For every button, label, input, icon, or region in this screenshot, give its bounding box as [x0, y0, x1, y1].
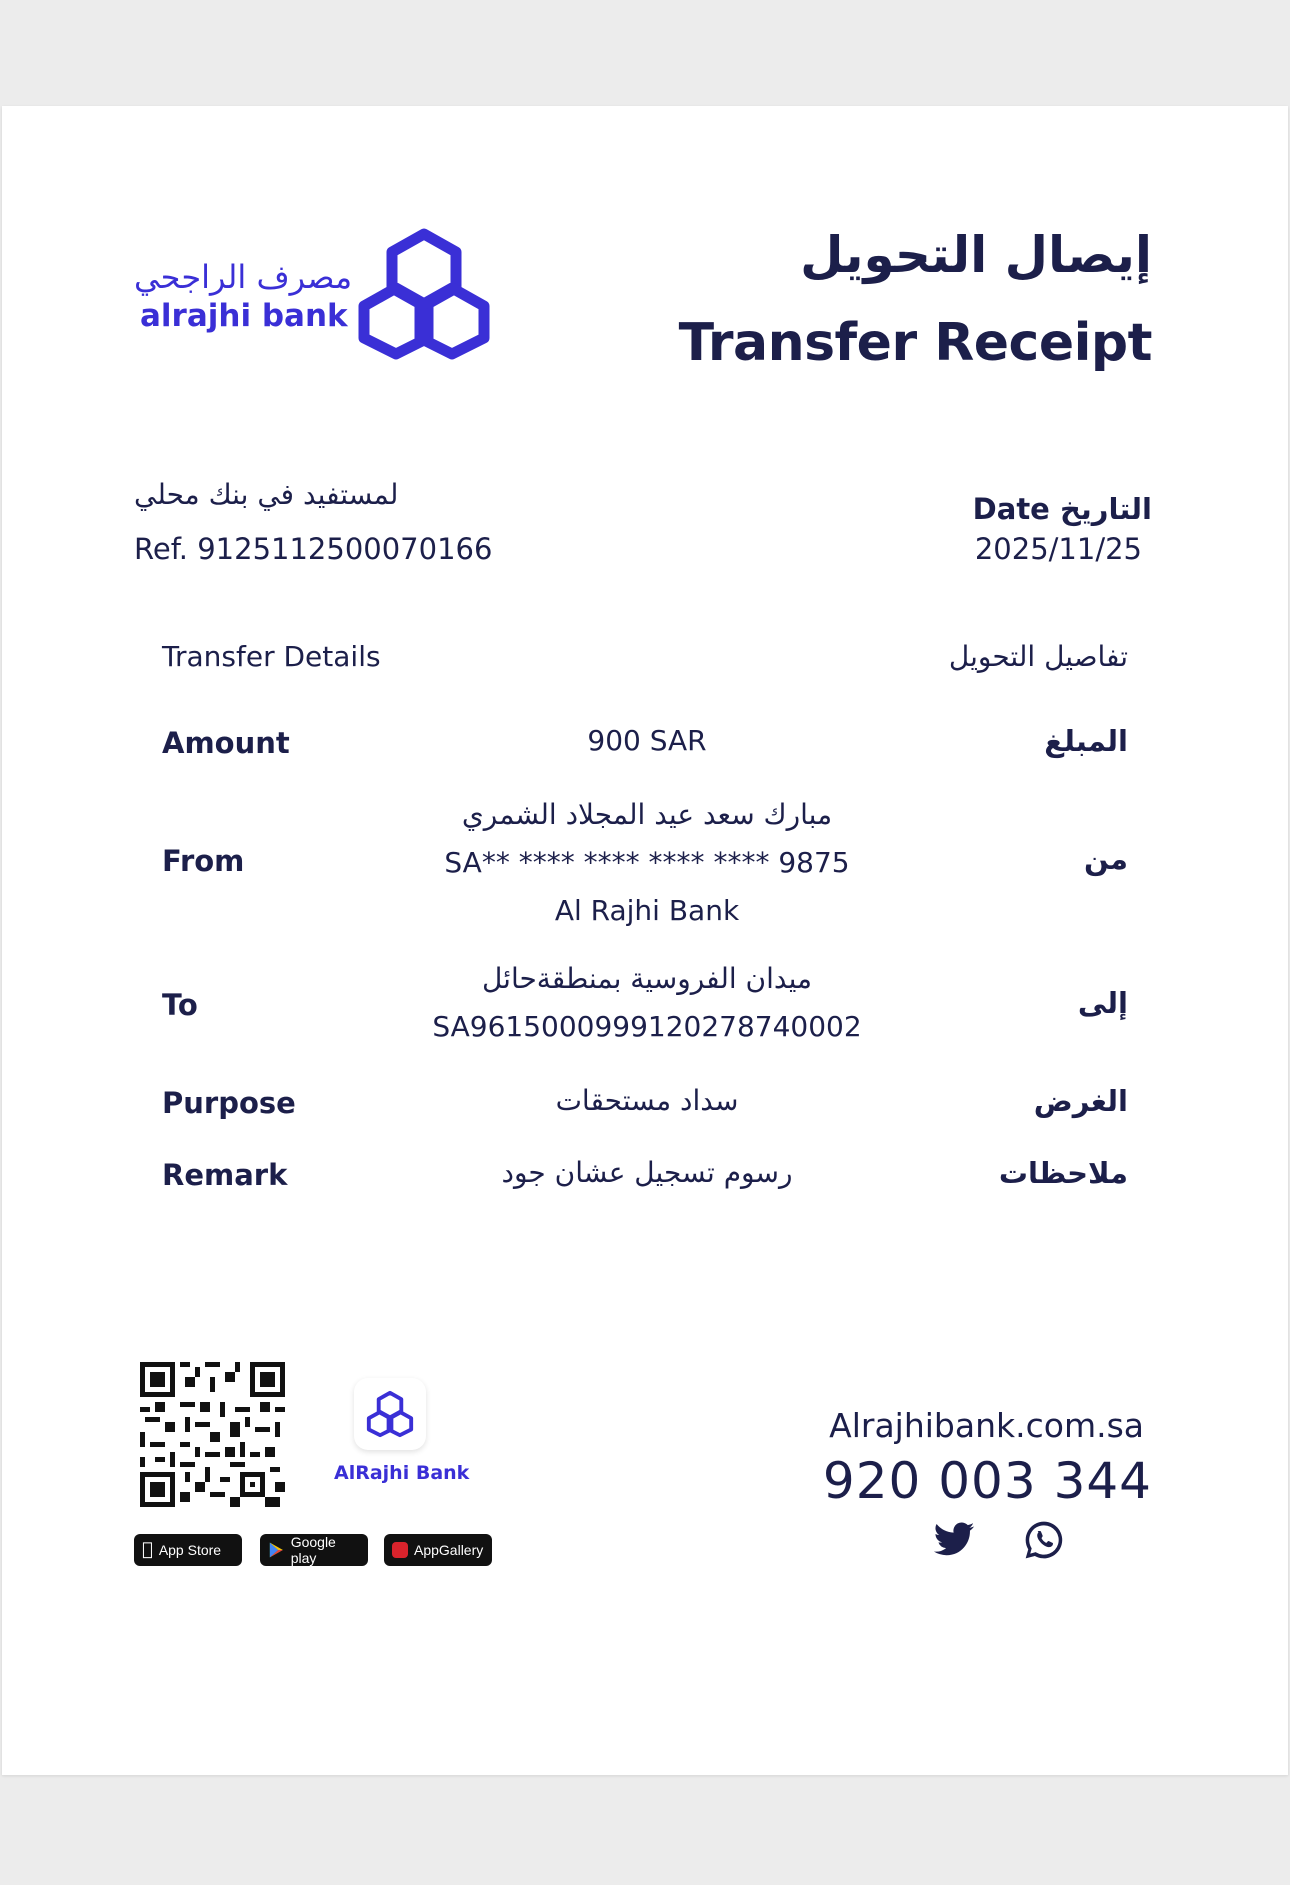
apple-icon [142, 1541, 153, 1559]
receipt-title: Transfer Receipt [678, 313, 1152, 373]
huawei-icon [392, 1542, 408, 1558]
bank-logo-text: alrajhi bank [140, 298, 348, 334]
sender-bank: Al Rajhi Bank [554, 894, 740, 927]
google-play-label: Google play [290, 1534, 336, 1566]
app-gallery-badge[interactable] [384, 1534, 492, 1566]
app-store-badge[interactable] [134, 1534, 242, 1566]
date-value: 2025/11/25 [974, 532, 1142, 566]
sender-name: مبارك سعد عيد المجلاد الشمري [461, 798, 833, 831]
app-gallery-label: AppGallery [414, 1542, 484, 1558]
google-play-icon [268, 1541, 285, 1559]
to-label-arabic: إلى [1077, 986, 1128, 1020]
phone-number[interactable]: 920 003 344 [822, 1452, 1152, 1510]
details-heading-arabic: تفاصيل التحويل [948, 640, 1128, 673]
app-icon[interactable] [354, 1378, 426, 1450]
beneficiary-type: لمستفيد في بنك محلي [134, 478, 399, 511]
google-play-badge[interactable] [260, 1534, 368, 1566]
date-label: Date التاريخ [972, 492, 1152, 526]
app-logo-icon [366, 1390, 414, 1438]
whatsapp-icon[interactable] [1022, 1518, 1066, 1562]
purpose-label-arabic: الغرض [1033, 1084, 1128, 1118]
qr-code-icon[interactable] [140, 1362, 285, 1507]
receipt-title-arabic: إيصال التحويل [800, 226, 1152, 284]
bank-logo-icon [356, 226, 492, 362]
bank-logo-arabic: مصرف الراجحي [134, 258, 353, 296]
purpose-value: سداد مستحقات [555, 1084, 739, 1117]
recipient-name: ميدان الفروسية بمنطقةحائل [481, 962, 813, 995]
remark-value: رسوم تسجيل عشان جود [501, 1156, 793, 1189]
app-name: AlRajhi Bank [334, 1462, 470, 1484]
sender-account: SA** **** **** **** **** 9875 [444, 846, 850, 879]
details-heading: Transfer Details [162, 640, 381, 673]
purpose-label: Purpose [162, 1086, 296, 1120]
reference-number: Ref. 9125112500070166 [134, 532, 493, 566]
twitter-icon[interactable] [932, 1518, 976, 1562]
from-label: From [162, 844, 245, 878]
amount-value: 900 SAR [587, 724, 707, 757]
amount-label: Amount [162, 726, 290, 760]
amount-label-arabic: المبلغ [1044, 724, 1128, 758]
website-link[interactable]: Alrajhibank.com.sa [829, 1406, 1144, 1445]
to-label: To [162, 988, 198, 1022]
recipient-iban: SA9615000999120278740002 [432, 1010, 862, 1043]
remark-label: Remark [162, 1158, 288, 1192]
remark-label-arabic: ملاحظات [998, 1156, 1128, 1190]
receipt-page [2, 106, 1288, 1775]
app-store-label: App Store [148, 1542, 211, 1558]
from-label-arabic: من [1083, 842, 1128, 876]
